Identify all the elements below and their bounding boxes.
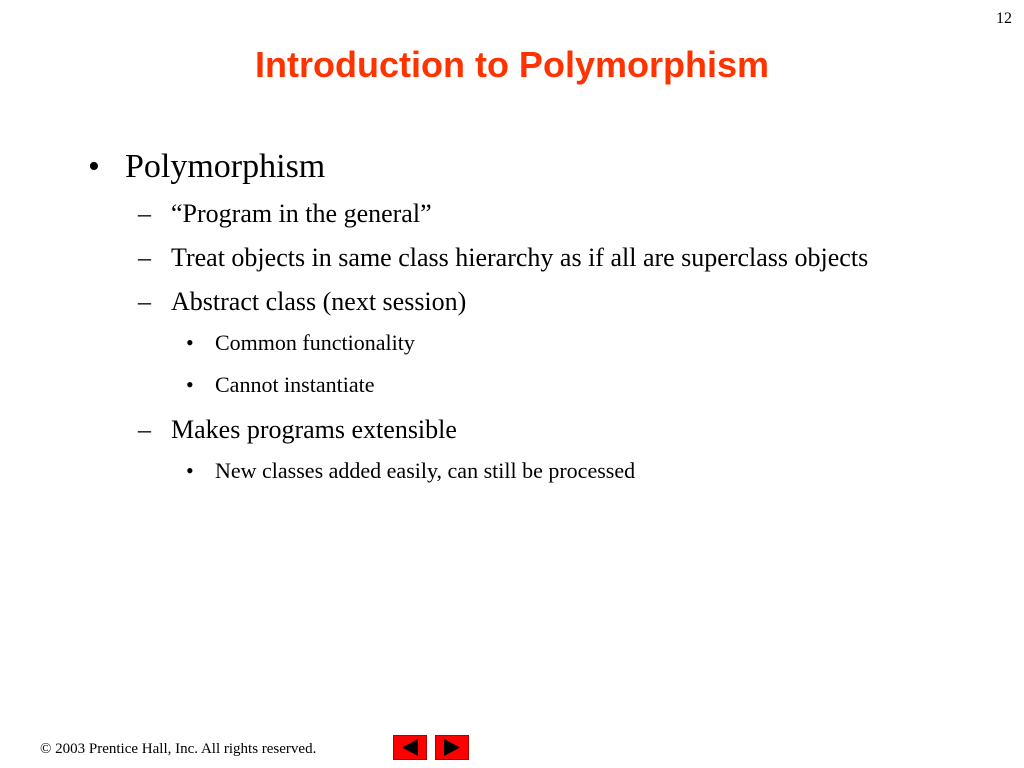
- right-arrow-icon: [436, 736, 468, 759]
- previous-slide-button[interactable]: [393, 735, 427, 760]
- slide-title: Introduction to Polymorphism: [255, 44, 769, 85]
- bullet-marker: •: [186, 372, 194, 397]
- sub-sub-bullet-common-functionality: [186, 328, 948, 358]
- sub-bullet-extensible: [138, 412, 948, 448]
- page-number: 12: [996, 10, 1012, 27]
- bullet-text: Polymorphism: [125, 148, 326, 185]
- dash-marker: –: [138, 415, 151, 444]
- dash-marker: –: [138, 243, 151, 272]
- sub-bullet-abstract-class: [138, 284, 948, 320]
- slide-content: [88, 146, 948, 498]
- copyright-footer: © 2003 Prentice Hall, Inc. All rights reserved.: [40, 741, 317, 757]
- bullet-marker: •: [186, 330, 194, 355]
- sub-bullet-treat-objects: [138, 240, 948, 276]
- sub-bullet-text: Treat objects in same class hierarchy as if all are superclass objects: [171, 243, 869, 272]
- sub-bullet-text: Makes programs extensible: [171, 415, 457, 444]
- sub-sub-bullet-text: New classes added easily, can still be processed: [215, 458, 636, 483]
- dash-marker: –: [138, 199, 151, 228]
- sub-bullet-text: Abstract class (next session): [171, 287, 467, 316]
- dash-marker: –: [138, 287, 151, 316]
- left-arrow-icon: [394, 736, 426, 759]
- sub-sub-bullet-new-classes: [186, 456, 948, 486]
- sub-sub-bullet-cannot-instantiate: [186, 370, 948, 400]
- bullet-marker: •: [186, 458, 194, 483]
- bullet-polymorphism: [88, 146, 948, 188]
- sub-sub-bullet-text: Cannot instantiate: [215, 372, 375, 397]
- sub-bullet-text: “Program in the general”: [171, 199, 432, 228]
- sub-bullet-program-general: [138, 196, 948, 232]
- sub-sub-bullet-text: Common functionality: [215, 330, 415, 355]
- next-slide-button[interactable]: [435, 735, 469, 760]
- bullet-marker: •: [88, 148, 100, 185]
